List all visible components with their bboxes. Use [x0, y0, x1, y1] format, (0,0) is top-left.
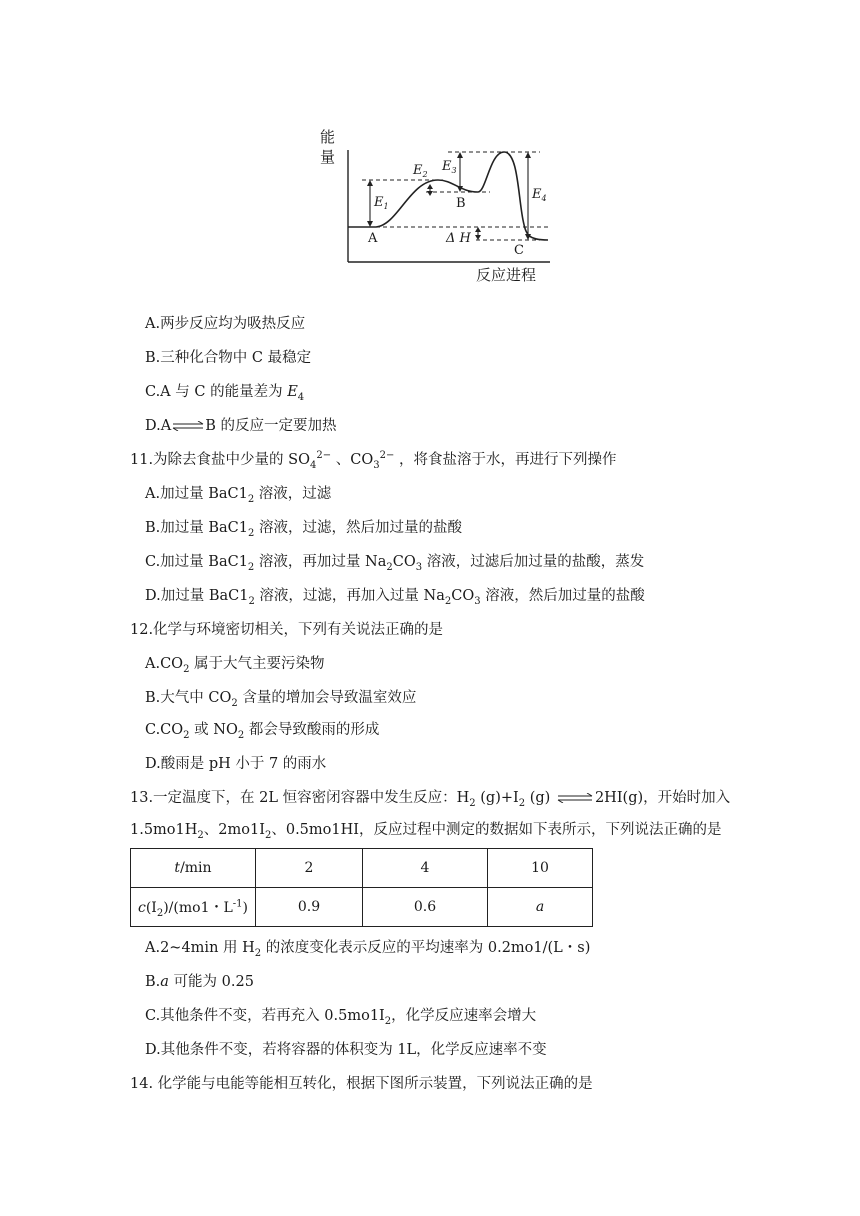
label-dH: Δ H	[446, 231, 471, 246]
table-cell: a	[488, 888, 593, 927]
y-axis-label-line2: 量	[320, 148, 336, 166]
label-C: C	[514, 243, 524, 258]
q13-option-a: A.2~4min 用 $H_2$ 的浓度变化表示反应的平均速率为 0.2mo1/(L・s)	[145, 940, 591, 959]
q10-option-a: A.两步反应均为吸热反应	[145, 316, 306, 332]
q13-option-b: B.a 可能为 0.25	[145, 974, 254, 990]
table-cell: 4	[363, 849, 488, 888]
q13-stem-line2: $1.5mo1H_2$、$2mo1I_2$、0.5mo1HI，反应过程中测定的数据如下表所示，下列说法正确的是	[130, 822, 722, 841]
label-E2: $E_2$	[413, 163, 428, 179]
table-cell: 2	[256, 849, 363, 888]
q12-option-c: $C.CO_2$ 或 $NO_2$ 都会导致酸雨的形成	[145, 722, 380, 741]
q13-option-d: D.其他条件不变，若将容器的体积变为 1L，化学反应速率不变	[145, 1042, 547, 1058]
x-axis-label: 反应进程	[476, 266, 537, 284]
label-E1: $E_1$	[374, 195, 389, 211]
q12-stem: 12.化学与环境密切相关，下列有关说法正确的是	[130, 622, 444, 638]
table-header-concentration: $c(I_2)/(mo1$・$L^{-1}$)	[131, 888, 256, 927]
q11-stem: 11.为除去食盐中少量的 $SO_4^{2-}$ 、$CO_3^{2-}$ ，将食盐溶于水，再进行下列操作	[130, 450, 617, 471]
label-E4: $E_4$	[532, 187, 547, 203]
q11-option-c: C.加过量 $BaC1_2$ 溶液，再加过量 $Na_2CO_3$ 溶液，过滤后加过量的盐酸，蒸发	[145, 554, 645, 573]
table-header-time: t/min	[131, 849, 256, 888]
table-row	[131, 888, 593, 927]
label-B: B	[456, 196, 466, 211]
q10-option-d: D.A B 的反应一定要加热	[145, 418, 337, 434]
q11-option-b: B.加过量 $BaC1_2$ 溶液，过滤，然后加过量的盐酸	[145, 520, 462, 539]
equilibrium-arrow-icon	[557, 793, 593, 803]
label-A: A	[368, 231, 378, 246]
q10-option-c: C.A 与 C 的能量差为 $E_4$	[145, 384, 305, 403]
table-row	[131, 849, 593, 888]
label-E3: $E_3$	[442, 159, 457, 175]
table-cell: 0.6	[363, 888, 488, 927]
q13-data-table	[130, 848, 593, 927]
q12-option-d: D.酸雨是 pH 小于 7 的雨水	[145, 756, 327, 772]
table-cell: 10	[488, 849, 593, 888]
table-cell: 0.9	[256, 888, 363, 927]
q13-option-c: C.其他条件不变，若再充入 $0.5mo1I_2$，化学反应速率会增大	[145, 1008, 537, 1027]
q12-option-a: $A.CO_2$ 属于大气主要污染物	[145, 656, 325, 675]
q12-option-b: B.大气中 $CO_2$ 含量的增加会导致温室效应	[145, 690, 417, 709]
q11-option-a: A.加过量 $BaC1_2$ 溶液，过滤	[145, 486, 332, 505]
q13-stem-line1: 13.一定温度下，在 2L 恒容密闭容器中发生反应：$H_2$ $(g)+I_2$ (g) 2HI(g)，开始时加入	[130, 790, 731, 809]
equilibrium-arrow-icon	[172, 421, 204, 431]
q14-stem: 14. 化学能与电能等能相互转化，根据下图所示装置，下列说法正确的是	[130, 1076, 593, 1092]
q10-option-b: B.三种化合物中 C 最稳定	[145, 350, 312, 366]
energy-diagram	[318, 120, 558, 290]
q11-option-d: D.加过量 $BaC1_2$ 溶液，过滤，再加入过量 $Na_2CO_3$ 溶液，然后加过量的盐酸	[145, 588, 645, 607]
y-axis-label-line1: 能	[320, 128, 336, 146]
